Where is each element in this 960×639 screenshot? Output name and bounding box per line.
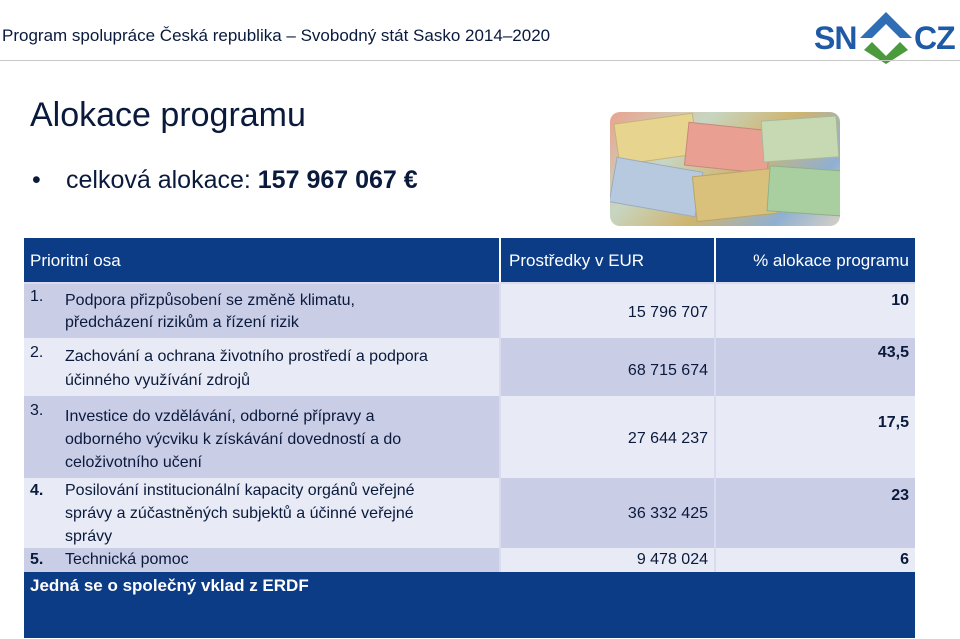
- table-row: [24, 478, 915, 548]
- row-number: 1.: [30, 288, 44, 305]
- table-row: [24, 548, 915, 572]
- header-divider: [0, 60, 960, 61]
- row-number: 5.: [30, 551, 44, 568]
- table-footer: [24, 572, 915, 638]
- row-amount: 27 644 237: [627, 430, 708, 447]
- allocation-table: [24, 238, 915, 638]
- euro-banknotes-image: [610, 112, 840, 226]
- table-header: [24, 238, 915, 282]
- table-row: [24, 284, 915, 338]
- row-percent: 10: [891, 292, 909, 309]
- header-divider-2: [714, 238, 716, 282]
- row-number: 2.: [30, 344, 44, 361]
- total-allocation-label: celková alokace:: [66, 166, 258, 194]
- row-line-3: správy: [65, 528, 113, 545]
- row-amount: 36 332 425: [627, 505, 708, 522]
- row-line-2: předcházení rizikům a řízení rizik: [65, 314, 299, 331]
- row-line-1: Technická pomoc: [65, 551, 189, 568]
- total-allocation: [32, 166, 418, 195]
- header-percent: % alokace programu: [753, 251, 909, 270]
- header-funds: Prostředky v EUR: [509, 251, 645, 270]
- row-line-1: Posilování institucionální kapacity orgánů veřejné: [65, 482, 415, 499]
- row-amount: 9 478 024: [636, 551, 708, 568]
- row-percent: 17,5: [877, 414, 909, 431]
- row-number: 3.: [30, 402, 44, 419]
- logo-sn-text: SN: [814, 20, 857, 56]
- row-line-1: Zachování a ochrana životního prostředí a podpora: [65, 348, 428, 365]
- row-line-2: správy a zúčastněných subjektů a účinné veřejné: [65, 505, 414, 522]
- bullet-icon: •: [32, 166, 41, 194]
- row-line-2: účinného využívání zdrojů: [65, 372, 250, 389]
- row-amount: 68 715 674: [627, 362, 708, 379]
- row-amount: 15 796 707: [627, 304, 708, 321]
- row-line-1: Investice do vzdělávání, odborné přípravy a: [65, 408, 375, 425]
- page-title: Alokace programu: [30, 96, 306, 134]
- row-percent: 23: [891, 487, 909, 504]
- row-line-1: Podpora přizpůsobení se změně klimatu,: [65, 292, 355, 309]
- table-row: [24, 396, 915, 478]
- erdf-note: Jedná se o společný vklad z ERDF: [30, 576, 309, 595]
- sn-cz-logo: [812, 6, 960, 66]
- total-allocation-value: 157 967 067 €: [257, 166, 418, 194]
- header-priority-axis: Prioritní osa: [30, 251, 121, 270]
- row-percent: 43,5: [877, 344, 909, 361]
- table-row: [24, 338, 915, 396]
- row-percent: 6: [900, 551, 909, 568]
- header-divider-1: [499, 238, 501, 282]
- row-line-2: odborného výcviku k získávání dovedností a do: [65, 431, 402, 448]
- logo-mark-icon: [856, 6, 916, 66]
- program-title: Program spolupráce Česká republika – Svobodný stát Sasko 2014–2020: [2, 26, 551, 45]
- logo-cz-text: CZ: [914, 20, 955, 56]
- row-line-3: celoživotního učení: [65, 454, 202, 471]
- row-number: 4.: [30, 482, 44, 499]
